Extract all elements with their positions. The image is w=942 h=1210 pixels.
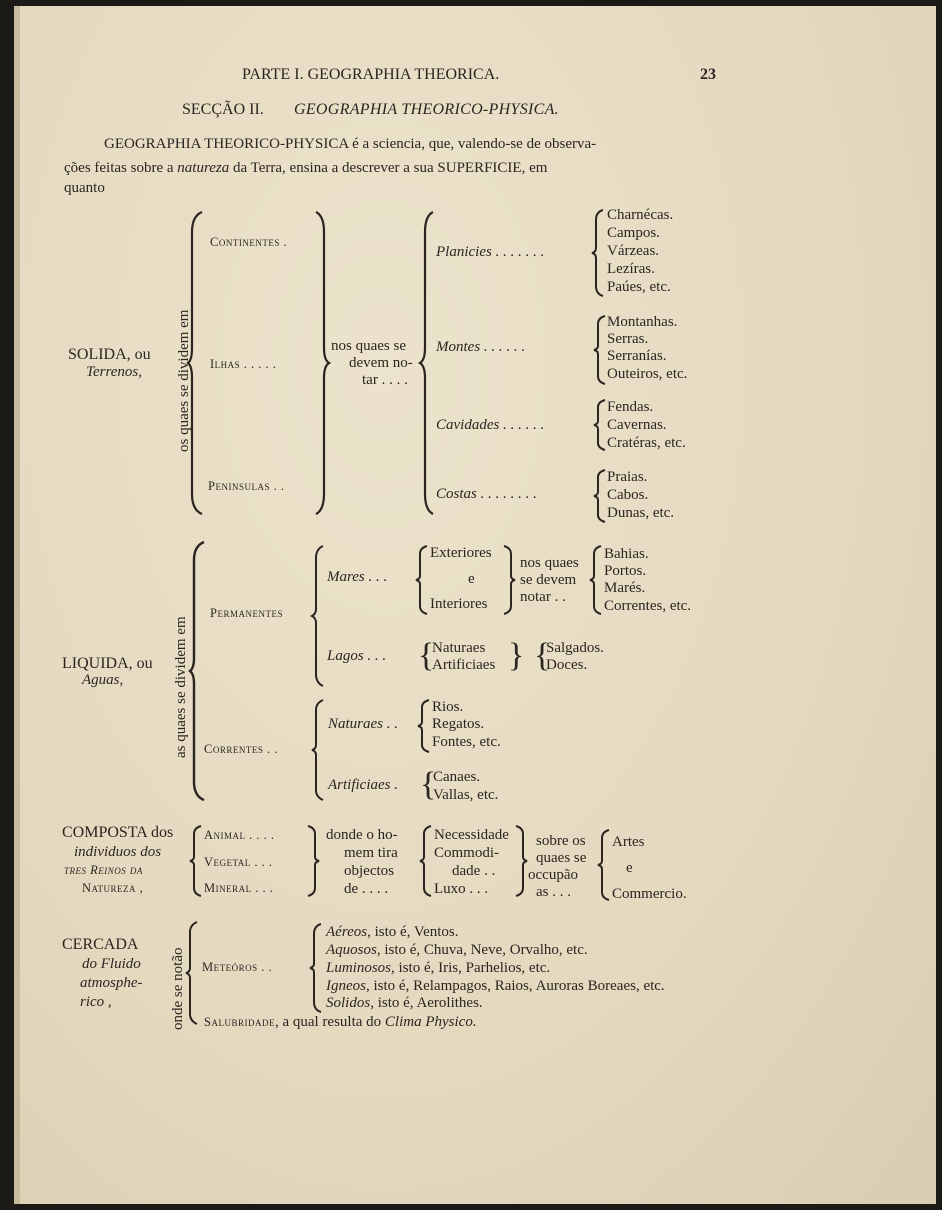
solida-item: Serranías. — [607, 348, 667, 364]
section-title: GEOGRAPHIA THEORICO-PHYSICA. — [294, 101, 559, 118]
brace — [592, 210, 604, 296]
liquida-naturaes: Naturaes . . — [328, 716, 399, 732]
solida-feature-planicies: Planicies . . . . . . . — [436, 244, 545, 260]
liquida-label: LIQUIDA, ou — [62, 655, 153, 672]
cercada-clima: Clima Physico. — [384, 1014, 477, 1030]
meteoro-kind: Igneos — [326, 978, 366, 994]
composta-kingdom: Mineral . . . — [204, 881, 274, 895]
cercada-salubridade: Salubridade — [204, 1015, 275, 1029]
liquida-naturaes-item: Fontes, etc. — [432, 734, 501, 750]
meteoro-kind: Aéreos — [326, 924, 368, 940]
brace — [418, 700, 430, 752]
solida-note: tar . . . . — [362, 372, 408, 388]
liquida-artificiaes-item: Canaes. — [433, 769, 481, 785]
liquida-naturaes-item: Regatos. — [432, 716, 485, 732]
intro-text: natureza — [177, 160, 230, 176]
solida-item: Cavernas. — [607, 417, 667, 433]
brace — [310, 924, 322, 1012]
liquida-correntes: Correntes . . — [204, 742, 278, 756]
liquida-naturaes-item: Rios. — [432, 699, 464, 715]
solida-item: Lezíras. — [607, 261, 655, 277]
intro-term: GEOGRAPHIA THEORICO-PHYSICA — [104, 136, 349, 152]
intro-term: SUPERFICIE — [437, 160, 522, 176]
brace: { — [534, 637, 551, 674]
brace — [516, 826, 528, 896]
liquida-lagos-item: Salgados. — [546, 640, 604, 656]
composta-note: de . . . . — [344, 881, 389, 897]
composta-art: e — [626, 860, 633, 876]
solida-item: Praias. — [607, 469, 648, 485]
composta-need: Necessidade — [434, 827, 509, 843]
brace: { — [420, 766, 437, 803]
solida-item: Cratéras, etc. — [607, 435, 686, 451]
brace — [312, 700, 324, 800]
brace — [594, 316, 606, 384]
liquida-mares-kind: Interiores — [430, 596, 488, 612]
running-title: PARTE I. GEOGRAPHIA THEORICA. — [242, 66, 500, 83]
intro-text: , em — [521, 160, 548, 176]
cercada-label: CERCADA — [62, 936, 139, 953]
solida-feature-costas: Costas . . . . . . . . — [436, 486, 537, 502]
solida-feature-montes: Montes . . . . . . — [436, 339, 526, 355]
intro-text: da Terra, ensina a descrever a sua — [233, 160, 434, 176]
composta-kingdom: Vegetal . . . — [204, 855, 273, 869]
solida-item: Campos. — [607, 225, 660, 241]
liquida-permanentes: Permanentes — [210, 606, 283, 620]
liquida-mares-kind: e — [468, 571, 475, 587]
meteoro-kind: Aquosos — [326, 942, 377, 958]
composta-need: Luxo . . . — [434, 881, 489, 897]
page-number: 23 — [700, 66, 716, 83]
liquida-lagos-item: Doces. — [546, 657, 588, 673]
solida-item: Fendas. — [607, 399, 654, 415]
composta-art: Commercio. — [612, 886, 687, 902]
solida-item: Serras. — [607, 331, 649, 347]
solida-item: Várzeas. — [607, 243, 660, 259]
meteoro-desc: , isto é, Relampagos, Raios, Auroras Boreaes, etc. — [366, 978, 665, 994]
composta-note2: as . . . — [536, 884, 571, 900]
liquida-lagos-kind: Naturaes — [432, 640, 486, 656]
meteoro-kind: Luminosos — [326, 960, 392, 976]
composta-note2: quaes se — [536, 850, 587, 866]
composta-label: Natureza , — [82, 881, 144, 895]
composta-need: Commodi- — [434, 845, 500, 861]
brace — [190, 826, 202, 896]
meteoro-kind: Solidos — [326, 995, 371, 1011]
brace — [186, 922, 198, 1024]
solida-part-peninsulas: Peninsulas . . — [208, 479, 285, 493]
composta-label: tres Reinos da — [64, 863, 143, 877]
solida-note: devem no- — [349, 355, 413, 371]
brace — [308, 826, 320, 896]
brace — [420, 826, 432, 896]
cercada-vertical-text: onde se notão — [170, 947, 186, 1030]
brace — [416, 546, 428, 614]
liquida-mares-note: nos quaes — [520, 555, 579, 571]
brace — [504, 546, 516, 614]
solida-feature-cavidades: Cavidades . . . . . . — [436, 417, 545, 433]
brace — [594, 400, 606, 450]
liquida-mares: Mares . . . — [327, 569, 388, 585]
solida-label-italic: Terrenos, — [86, 364, 142, 380]
solida-item: Charnécas. — [607, 207, 674, 223]
cercada-meteoros: Meteóros . . — [202, 960, 273, 974]
composta-label: COMPOSTA dos — [62, 824, 174, 841]
intro-text: é a sciencia, que, valendo-se de observa- — [352, 136, 597, 152]
composta-note: objectos — [344, 863, 394, 879]
brace — [594, 470, 606, 522]
liquida-mares-note: notar . . — [520, 589, 566, 605]
solida-item: Paúes, etc. — [607, 279, 671, 295]
brace — [190, 542, 206, 800]
solida-label: SOLIDA, ou — [68, 346, 151, 363]
intro-text: quanto — [64, 180, 105, 196]
cercada-label: rico , — [80, 994, 112, 1010]
solida-item: Dunas, etc. — [607, 505, 675, 521]
liquida-mares-kind: Exteriores — [430, 545, 492, 561]
composta-art: Artes — [612, 834, 645, 850]
intro-text: ções feitas sobre a — [64, 160, 174, 176]
liquida-artificiaes: Artificiaes . — [328, 777, 398, 793]
solida-item: Montanhas. — [607, 314, 678, 330]
liquida-lagos: Lagos . . . — [327, 648, 387, 664]
meteoro-desc: , isto é, Chuva, Neve, Orvalho, etc. — [376, 942, 588, 958]
brace: { — [418, 637, 435, 674]
brace — [312, 546, 324, 686]
composta-label: individuos dos — [74, 844, 162, 860]
liquida-label-italic: Aguas, — [82, 672, 124, 688]
brace — [188, 212, 204, 514]
liquida-lagos-kind: Artificiaes — [432, 657, 496, 673]
meteoro-desc: , isto é, Aerolithes. — [370, 995, 483, 1011]
liquida-artificiaes-item: Vallas, etc. — [433, 787, 499, 803]
meteoro-desc: , isto é, Ventos. — [367, 924, 459, 940]
cercada-label: do Fluido — [82, 956, 141, 972]
composta-kingdom: Animal . . . . — [204, 828, 275, 842]
brace — [598, 830, 610, 900]
cercada-salubridade-text: , a qual resulta do — [274, 1014, 382, 1030]
liquida-mares-item: Portos. — [604, 563, 647, 579]
solida-part-continentes: Continentes . — [210, 235, 288, 249]
liquida-divide-text: as quaes se dividem em — [173, 616, 189, 758]
composta-note: donde o ho- — [326, 827, 398, 843]
cercada-label: atmosphe- — [80, 975, 143, 991]
composta-note2: sobre os — [536, 833, 586, 849]
composta-note2: occupão — [528, 867, 578, 883]
section-label: SECÇÃO II. — [182, 101, 264, 118]
composta-note: mem tira — [344, 845, 398, 861]
solida-note: nos quaes se — [331, 338, 406, 354]
solida-part-ilhas: Ilhas . . . . . — [210, 357, 277, 371]
meteoro-desc: , isto é, Iris, Parhelios, etc. — [391, 960, 551, 976]
brace — [420, 212, 434, 514]
liquida-mares-item: Correntes, etc. — [604, 598, 692, 614]
liquida-mares-item: Marés. — [604, 580, 646, 596]
composta-need: dade . . — [452, 863, 496, 879]
brace — [316, 212, 330, 514]
solida-item: Cabos. — [607, 487, 649, 503]
page-edge — [14, 6, 20, 1204]
solida-item: Outeiros, etc. — [607, 366, 688, 382]
liquida-mares-item: Bahias. — [604, 546, 649, 562]
brace: } — [508, 637, 525, 674]
solida-divide-text: os quaes se dividem em — [176, 309, 192, 452]
liquida-mares-note: se devem — [520, 572, 577, 588]
brace — [590, 546, 602, 614]
